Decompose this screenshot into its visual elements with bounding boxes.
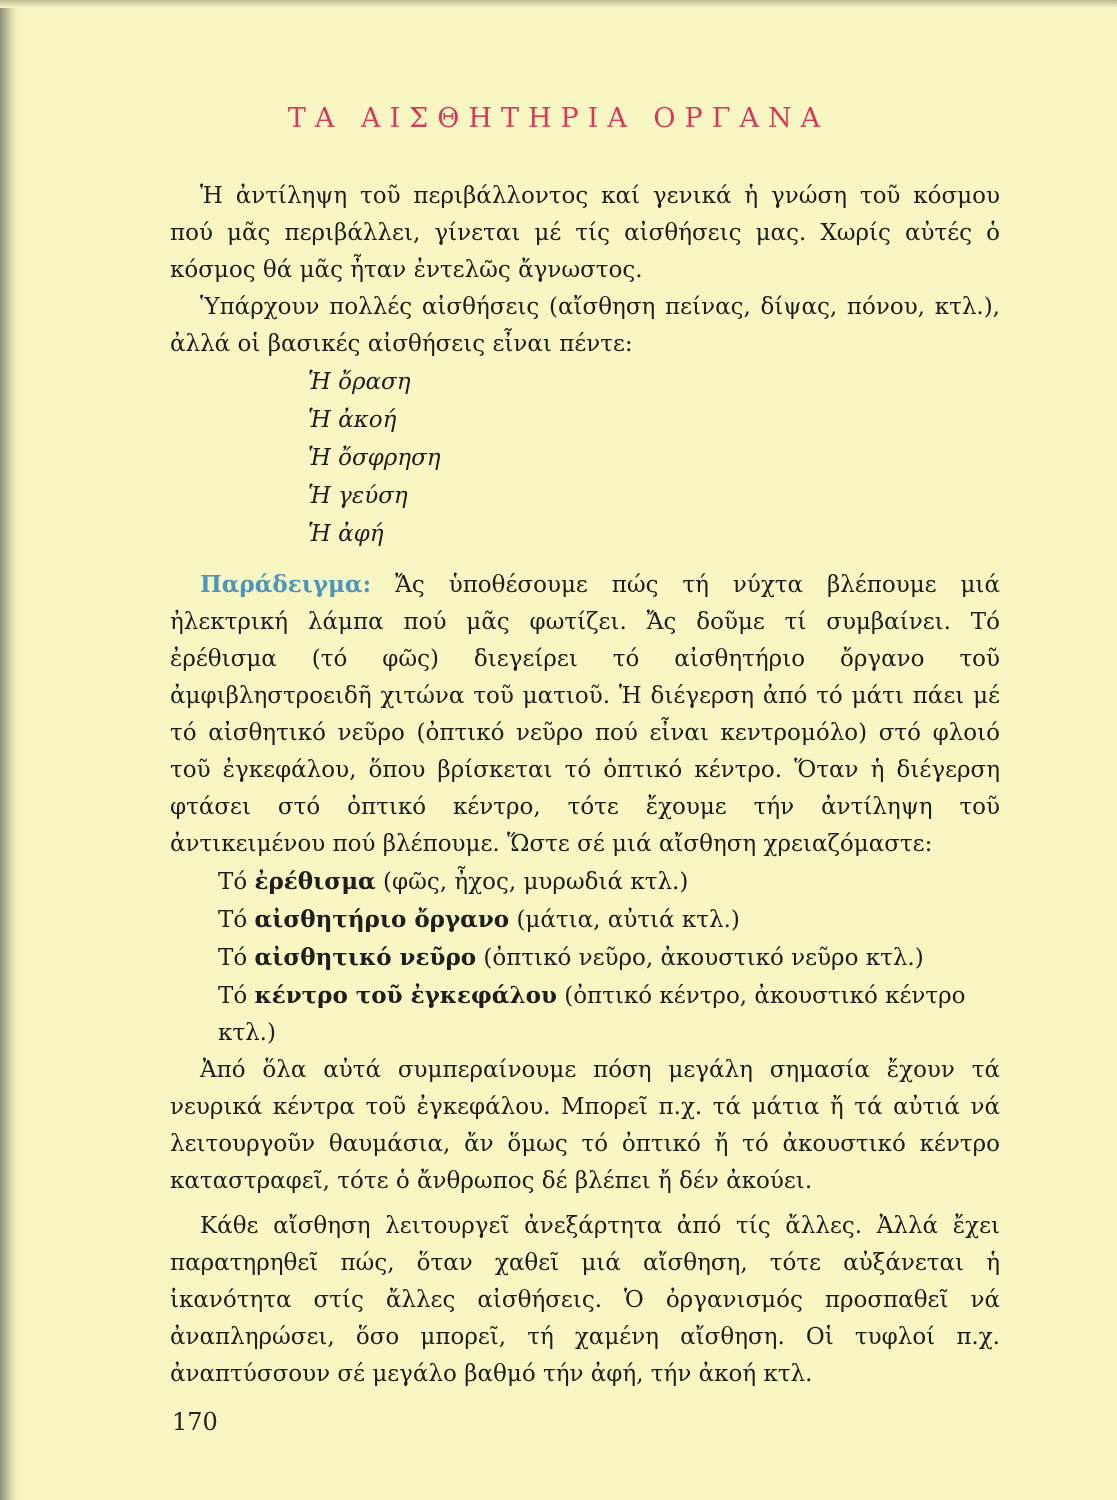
- example-section: [170, 566, 1000, 1200]
- closing-section: [170, 1208, 1000, 1393]
- page-top-edge: [0, 0, 1117, 8]
- sense-item: Ἡ ὄραση: [308, 369, 411, 395]
- intro-paragraph-1: Ἡ ἀντίληψη τοῦ περιβάλλοντος καί γενικά ἡ γνώση τοῦ κόσμου πού μᾶς περιβάλλει, γίνεται μέ τίς αἰσθήσεις μας. Χωρίς αὐτές ὁ κόσμος θά μᾶς ἦταν ἐντελῶς ἄγνωστος.: [170, 183, 1000, 283]
- sense-item: Ἡ ὄσφρηση: [308, 445, 441, 471]
- page-binding-edge: [0, 0, 18, 1500]
- requirement-term: αἰσθητήριο ὄργανο: [254, 906, 510, 933]
- requirement-item: Τό κέντρο τοῦ ἐγκεφάλου (ὀπτικό κέντρο, ἀκουστικό κέντρο κτλ.): [218, 982, 966, 1046]
- requirement-term: ἐρέθισμα: [254, 868, 376, 895]
- intro-section: [170, 178, 1000, 553]
- sense-item: Ἡ ἀκοή: [308, 407, 397, 433]
- senses-list: [308, 363, 1000, 553]
- requirement-item: Τό αἰσθητήριο ὄργανο (μάτια, αὐτιά κτλ.): [218, 906, 740, 933]
- page-number: 170: [172, 1408, 218, 1436]
- example-label: Παράδειγμα:: [200, 571, 372, 598]
- example-text: Ἄς ὑποθέσουμε πώς τή νύχτα βλέπουμε μιά ἠλεκτρική λάμπα πού μᾶς φωτίζει. Ἄς δοῦμε τί συμβαίνει. Τό ἐρέθισμα (τό φῶς) διεγείρει τό αἰσθητήριο ὄργανο τοῦ ἀμφιβληστροειδῆ χιτώνα τοῦ ματιοῦ. Ἡ διέγερση ἀπό τό μάτι πάει μέ τό αἰσθητικό νεῦρο (ὀπτικό νεῦρο πού εἶναι κεντρομόλο) στό φλοιό τοῦ ἐγκεφάλου, ὅπου βρίσκεται τό ὀπτικό κέντρο. Ὅταν ἡ διέγερση φτάσει στό ὀπτικό κέντρο, τότε ἔχουμε τήν ἀντίληψη τοῦ ἀντικειμένου πού βλέπουμε. Ὥστε σέ μιά αἴσθηση χρειαζόμαστε:: [170, 572, 1000, 857]
- example-paragraph: [170, 566, 1000, 863]
- sense-item: Ἡ γεύση: [308, 483, 408, 509]
- chapter-title: ΤΑ ΑΙΣΘΗΤΗΡΙΑ ΟΡΓΑΝΑ: [287, 103, 830, 134]
- intro-paragraph-2: Ὑπάρχουν πολλές αἰσθήσεις (αἴσθηση πείνας, δίψας, πόνου, κτλ.), ἀλλά οἱ βασικές αἰσθήσεις εἶναι πέντε:: [170, 294, 1000, 357]
- closing-paragraph: Κάθε αἴσθηση λειτουργεῖ ἀνεξάρτητα ἀπό τίς ἄλλες. Ἀλλά ἔχει παρατηρηθεῖ πώς, ὅταν χαθεῖ μιά αἴσθηση, τότε αὐξάνεται ἡ ἱκανότητα στίς ἄλλες αἰσθήσεις. Ὁ ὀργανισμός προσπαθεῖ νά ἀναπληρώσει, ὅσο μπορεῖ, τή χαμένη αἴσθηση. Οἱ τυφλοί π.χ. ἀναπτύσσουν σέ μεγάλο βαθμό τήν ἀφή, τήν ἀκοή κτλ.: [170, 1213, 1000, 1387]
- requirement-item: Τό αἰσθητικό νεῦρο (ὀπτικό νεῦρο, ἀκουστικό νεῦρο κτλ.): [218, 944, 924, 971]
- requirement-item: Τό ἐρέθισμα (φῶς, ἦχος, μυρωδιά κτλ.): [218, 868, 689, 895]
- sense-item: Ἡ ἀφή: [308, 521, 384, 547]
- conclusion-paragraph: Ἀπό ὅλα αὐτά συμπεραίνουμε πόση μεγάλη σημασία ἔχουν τά νευρικά κέντρα τοῦ ἐγκεφάλου. Μπορεῖ π.χ. τά μάτια ἤ τά αὐτιά νά λειτουργοῦν θαυμάσια, ἄν ὅμως τό ὀπτικό ἤ τό ἀκουστικό κέντρο καταστραφεῖ, τότε ὁ ἄνθρωπος δέ βλέπει ἤ δέν ἀκούει.: [170, 1057, 1000, 1194]
- requirement-term: αἰσθητικό νεῦρο: [254, 944, 477, 971]
- requirement-term: κέντρο τοῦ ἐγκεφάλου: [254, 982, 557, 1009]
